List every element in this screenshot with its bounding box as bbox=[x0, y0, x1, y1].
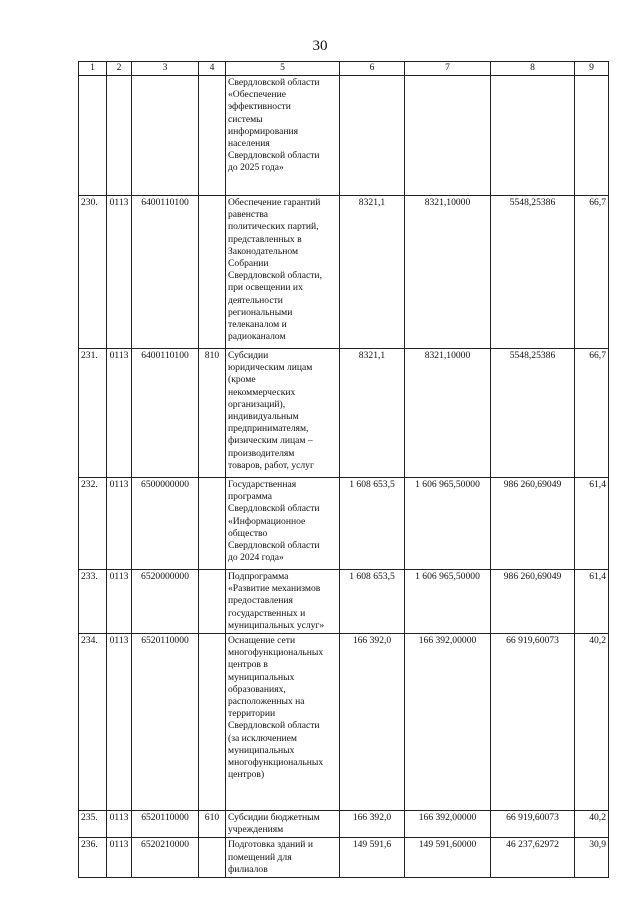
approved-amount: 166 392,00000 bbox=[405, 811, 491, 838]
table-row bbox=[79, 634, 609, 811]
item-name: Свердловской области «Обеспечение эффективности системы информирования населения Свердловской области до 2025 года» bbox=[226, 76, 340, 196]
executed-amount: 5548,25386 bbox=[491, 196, 575, 349]
planned-amount: 149 591,6 bbox=[340, 838, 405, 878]
section-code: 0113 bbox=[107, 478, 132, 570]
row-number: 231. bbox=[79, 349, 107, 478]
execution-percent: 30,9 bbox=[575, 838, 609, 878]
table-row bbox=[79, 811, 609, 838]
header-col-9: 9 bbox=[575, 62, 609, 76]
section-code: 0113 bbox=[107, 838, 132, 878]
expense-type-code bbox=[199, 634, 226, 811]
expense-type-code bbox=[199, 196, 226, 349]
execution-percent bbox=[575, 76, 609, 196]
approved-amount: 8321,10000 bbox=[405, 349, 491, 478]
execution-percent: 66,7 bbox=[575, 349, 609, 478]
expense-type-code: 610 bbox=[199, 811, 226, 838]
execution-percent: 40,2 bbox=[575, 811, 609, 838]
section-code: 0113 bbox=[107, 196, 132, 349]
header-col-8: 8 bbox=[491, 62, 575, 76]
planned-amount: 1 608 653,5 bbox=[340, 570, 405, 634]
header-col-1: 1 bbox=[79, 62, 107, 76]
target-article-code: 6520210000 bbox=[132, 838, 199, 878]
target-article-code: 6400110100 bbox=[132, 196, 199, 349]
section-code bbox=[107, 76, 132, 196]
target-article-code: 6520000000 bbox=[132, 570, 199, 634]
header-col-3: 3 bbox=[132, 62, 199, 76]
section-code: 0113 bbox=[107, 634, 132, 811]
row-number: 233. bbox=[79, 570, 107, 634]
item-name: Подпрограмма «Развитие механизмов предоставления государственных и муниципальных услуг» bbox=[226, 570, 340, 634]
budget-table bbox=[78, 61, 609, 878]
expense-type-code: 810 bbox=[199, 349, 226, 478]
target-article-code: 6520110000 bbox=[132, 811, 199, 838]
expense-type-code bbox=[199, 478, 226, 570]
row-number: 232. bbox=[79, 478, 107, 570]
executed-amount: 46 237,62972 bbox=[491, 838, 575, 878]
executed-amount: 5548,25386 bbox=[491, 349, 575, 478]
executed-amount bbox=[491, 76, 575, 196]
approved-amount: 1 606 965,50000 bbox=[405, 570, 491, 634]
planned-amount bbox=[340, 76, 405, 196]
item-name: Субсидии бюджетным учреждениям bbox=[226, 811, 340, 838]
execution-percent: 61,4 bbox=[575, 570, 609, 634]
execution-percent: 40,2 bbox=[575, 634, 609, 811]
item-name: Обеспечение гарантий равенства политических партий, представленных в Законодательном Собрании Свердловской области, при освещении их деятельности региональными телеканалом и радиоканалом bbox=[226, 196, 340, 349]
row-number: 235. bbox=[79, 811, 107, 838]
section-code: 0113 bbox=[107, 349, 132, 478]
table-row bbox=[79, 349, 609, 478]
target-article-code: 6520110000 bbox=[132, 634, 199, 811]
item-name: Субсидии юридическим лицам (кроме некоммерческих организаций), индивидуальным предпринимателям, физическим лицам – производителям товаров, работ, услуг bbox=[226, 349, 340, 478]
table-row bbox=[79, 196, 609, 349]
execution-percent: 61,4 bbox=[575, 478, 609, 570]
header-col-5: 5 bbox=[226, 62, 340, 76]
execution-percent: 66,7 bbox=[575, 196, 609, 349]
executed-amount: 66 919,60073 bbox=[491, 634, 575, 811]
section-code: 0113 bbox=[107, 570, 132, 634]
row-number: 234. bbox=[79, 634, 107, 811]
table-row bbox=[79, 478, 609, 570]
table-row bbox=[79, 570, 609, 634]
approved-amount: 149 591,60000 bbox=[405, 838, 491, 878]
target-article-code: 6500000000 bbox=[132, 478, 199, 570]
executed-amount: 986 260,69049 bbox=[491, 478, 575, 570]
table-row bbox=[79, 838, 609, 878]
header-col-6: 6 bbox=[340, 62, 405, 76]
row-number: 230. bbox=[79, 196, 107, 349]
planned-amount: 8321,1 bbox=[340, 349, 405, 478]
item-name: Оснащение сети многофункциональных центров в муниципальных образованиях, расположенных на территории Свердловской области (за исключением муниципальных многофункциональных центров) bbox=[226, 634, 340, 811]
header-col-7: 7 bbox=[405, 62, 491, 76]
table-row bbox=[79, 76, 609, 196]
approved-amount bbox=[405, 76, 491, 196]
expense-type-code bbox=[199, 838, 226, 878]
item-name: Подготовка зданий и помещений для филиалов bbox=[226, 838, 340, 878]
approved-amount: 166 392,00000 bbox=[405, 634, 491, 811]
target-article-code: 6400110100 bbox=[132, 349, 199, 478]
item-name: Государственная программа Свердловской области «Информационное общество Свердловской области до 2024 года» bbox=[226, 478, 340, 570]
header-col-4: 4 bbox=[199, 62, 226, 76]
expense-type-code bbox=[199, 76, 226, 196]
planned-amount: 166 392,0 bbox=[340, 811, 405, 838]
row-number bbox=[79, 76, 107, 196]
planned-amount: 8321,1 bbox=[340, 196, 405, 349]
row-number: 236. bbox=[79, 838, 107, 878]
page-number: 30 bbox=[312, 38, 328, 54]
header-col-2: 2 bbox=[107, 62, 132, 76]
planned-amount: 166 392,0 bbox=[340, 634, 405, 811]
expense-type-code bbox=[199, 570, 226, 634]
header-row bbox=[79, 62, 609, 76]
target-article-code bbox=[132, 76, 199, 196]
executed-amount: 986 260,69049 bbox=[491, 570, 575, 634]
section-code: 0113 bbox=[107, 811, 132, 838]
executed-amount: 66 919,60073 bbox=[491, 811, 575, 838]
approved-amount: 8321,10000 bbox=[405, 196, 491, 349]
planned-amount: 1 608 653,5 bbox=[340, 478, 405, 570]
approved-amount: 1 606 965,50000 bbox=[405, 478, 491, 570]
